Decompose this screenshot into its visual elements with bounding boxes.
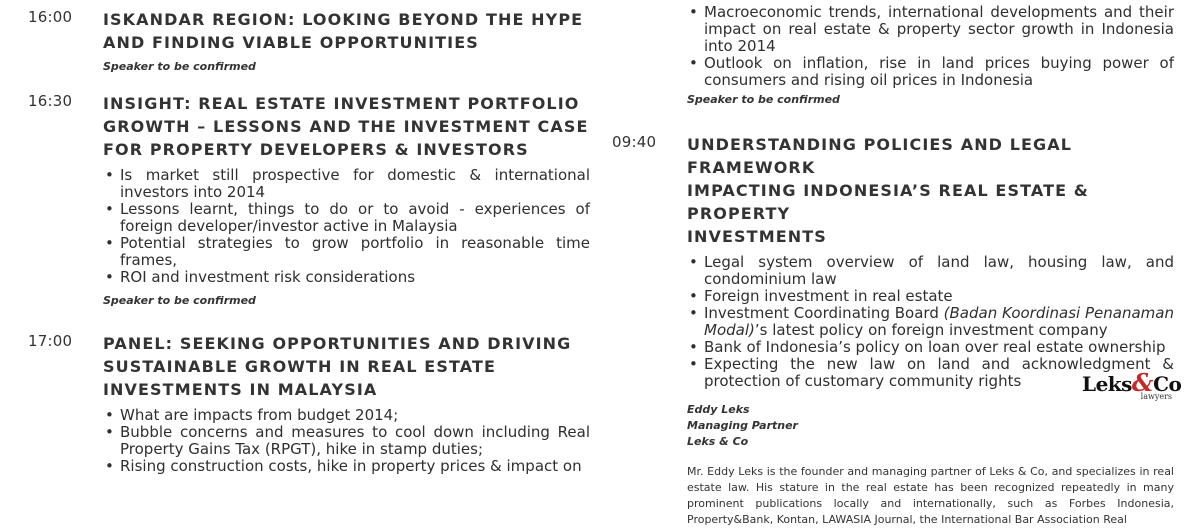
session-time: 17:00	[28, 332, 73, 350]
speaker-firm: Leks & Co	[687, 435, 749, 448]
speaker-block	[612, 402, 1174, 450]
session-0940	[612, 133, 1174, 528]
title-line: AND FINDING VIABLE OPPORTUNITIES	[103, 33, 479, 52]
title-line: ISKANDAR REGION: LOOKING BEYOND THE HYPE	[103, 10, 584, 29]
session-1630	[28, 92, 590, 307]
list-item: • Expecting the new law on land and acknowledgment & protection of customary community rights	[687, 356, 1174, 390]
session-title	[103, 92, 590, 161]
list-item: • Bank of Indonesia’s policy on loan over real estate ownership	[687, 339, 1174, 356]
list-item: • Rising construction costs, hike in property prices & impact on	[103, 458, 590, 475]
bullet-text: Investment Coordinating Board	[704, 304, 944, 322]
list-item: • Lessons learnt, things to do or to avoid - experiences of foreign developer/investor active in Malaysia	[103, 201, 590, 235]
title-line: UNDERSTANDING POLICIES AND LEGAL FRAMEWORK	[687, 135, 1073, 177]
speaker-name: Eddy Leks	[687, 403, 750, 416]
list-item: • What are impacts from budget 2014;	[103, 407, 590, 424]
title-line: INVESTMENTS	[687, 227, 827, 246]
title-line: INVESTMENTS IN MALAYSIA	[103, 380, 378, 399]
speaker-bio: Mr. Eddy Leks is the founder and managing partner of Leks & Co, and specializes in real estate law. His stature in the real estate has been recognized repeatedly in many prominent publications locally and internationally, such as Forbes Indonesia, Property&Bank, Kontan, LAWASIA Journal, the International Bar Association Real	[687, 465, 1174, 526]
title-line: FOR PROPERTY DEVELOPERS & INVESTORS	[103, 140, 529, 159]
list-item: • Outlook on inflation, rise in land prices buying power of consumers and rising oil prices in Indonesia	[687, 55, 1174, 89]
logo-subtitle: lawyers	[1140, 392, 1172, 401]
list-item: • ROI and investment risk considerations	[103, 269, 590, 286]
list-item	[687, 305, 1174, 339]
bullet-list-top	[687, 4, 1174, 89]
list-item: • Potential strategies to grow portfolio in reasonable time frames,	[103, 235, 590, 269]
logo-word-b: Co	[1153, 372, 1182, 396]
title-line: GROWTH – LESSONS AND THE INVESTMENT CASE	[103, 117, 589, 136]
leks-co-logo	[1082, 368, 1182, 408]
session-time: 16:00	[28, 8, 73, 26]
bullet-text: ’s latest policy on foreign investment company	[754, 321, 1108, 339]
logo-word-a: Leks	[1082, 372, 1132, 396]
list-item: • Legal system overview of land law, housing law, and condominium law	[687, 254, 1174, 288]
bullet-list	[103, 167, 590, 286]
speaker-note: Speaker to be confirmed	[687, 93, 840, 106]
bullet-list	[103, 407, 590, 475]
speaker-note: Speaker to be confirmed	[103, 294, 256, 307]
list-item: • Macroeconomic trends, international developments and their impact on real estate & property sector growth in Indonesia into 2014	[687, 4, 1174, 55]
title-line: IMPACTING INDONESIA’S REAL ESTATE & PROPERTY	[687, 181, 1089, 223]
speaker-role: Managing Partner	[687, 419, 798, 432]
session-time: 16:30	[28, 92, 73, 110]
logo-ampersand: &	[1131, 368, 1154, 397]
session-1600	[28, 8, 590, 73]
speaker-note: Speaker to be confirmed	[103, 60, 256, 73]
list-item: • Is market still prospective for domestic & international investors into 2014	[103, 167, 590, 201]
title-line: INSIGHT: REAL ESTATE INVESTMENT PORTFOLIO	[103, 94, 580, 113]
session-title	[103, 8, 590, 54]
session-1700	[28, 332, 590, 475]
title-line: SUSTAINABLE GROWTH IN REAL ESTATE	[103, 357, 497, 376]
session-title	[687, 133, 1174, 248]
session-time: 09:40	[612, 133, 657, 151]
bullet-text-italic: (Badan Koordinasi Penanaman Modal)	[704, 304, 1174, 339]
session-title	[103, 332, 590, 401]
list-item: • Bubble concerns and measures to cool down including Real Property Gains Tax (RPGT), hike in stamp duties;	[103, 424, 590, 458]
title-line: PANEL: SEEKING OPPORTUNITIES AND DRIVING	[103, 334, 572, 353]
list-item: • Foreign investment in real estate	[687, 288, 1174, 305]
